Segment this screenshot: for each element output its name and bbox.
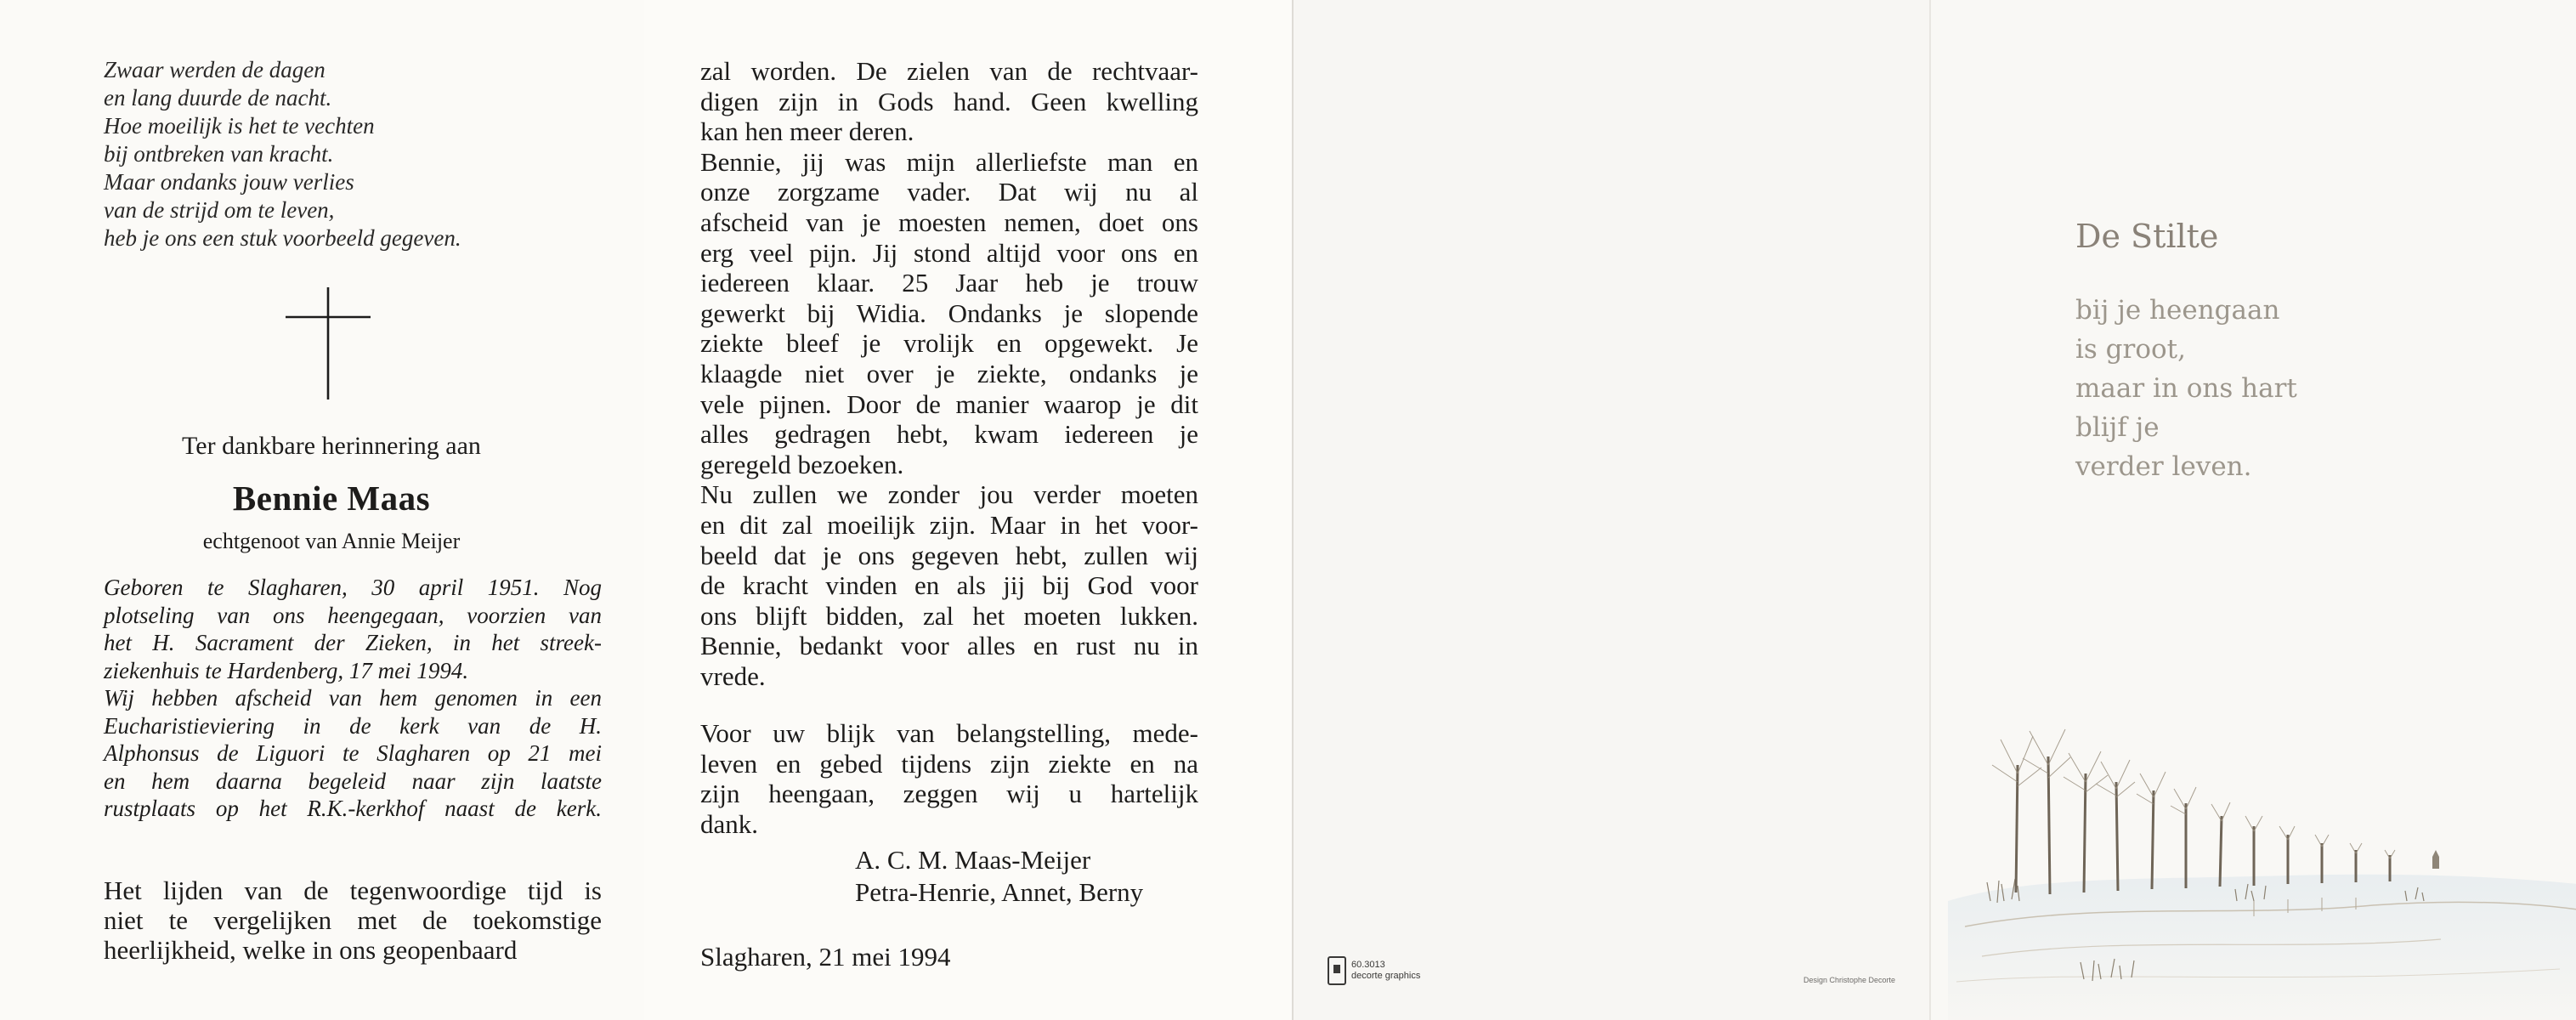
thanks-line: leven en gebed tijdens zijn ziekte en na (700, 748, 1198, 779)
signoff-line: A. C. M. Maas-Meijer (855, 845, 1091, 875)
cover-verse-line: verder leven. (2075, 451, 2252, 482)
card-panel-middle (644, 0, 1292, 1020)
scripture-line: Het lijden van de tegenwoordige tijd is (104, 876, 602, 905)
poem-line: heb je ons een stuk voorbeeld gegeven. (104, 225, 461, 251)
logo-code: 60.3013 (1351, 960, 1385, 970)
text-line: de kracht vinden en als jij bij God voor (700, 570, 1198, 601)
bio-line: Geboren te Slagharen, 30 april 1951. Nog (104, 575, 602, 600)
scripture-line: niet te vergelijken met de toekomstige (104, 905, 602, 935)
text-line: geregeld bezoeken. (700, 449, 904, 479)
thanks-text (700, 718, 1198, 839)
thanks-line: Voor uw blijk van belangstelling, mede- (700, 718, 1198, 748)
text-line: gewerkt bij Widia. Ondanks je slopende (700, 298, 1198, 328)
poem (104, 56, 580, 252)
cover-title: De Stilte (2075, 218, 2219, 255)
text-line: ons blijft bidden, zal het moeten lukken. (700, 600, 1198, 631)
winter-landscape-illustration (1931, 646, 2576, 1020)
bio-line: plotseling van ons heengegaan, voorzien van (104, 602, 602, 628)
poem-line: bij ontbreken van kracht. (104, 141, 334, 167)
memorial-text (700, 56, 1198, 691)
text-line: en dit zal moeilijk zijn. Maar in het voor- (700, 509, 1198, 540)
signoff-line: Petra-Henrie, Annet, Berny (855, 877, 1144, 907)
cross-icon (286, 287, 371, 400)
text-line: vele pijnen. Door de manier waarop je dit (700, 388, 1198, 419)
text-line: afscheid van je moesten nemen, doet ons (700, 207, 1198, 237)
design-credit: Design Christophe Decorte (1803, 976, 1896, 984)
biography (104, 574, 602, 823)
text-line: vrede. (700, 660, 766, 691)
place-date: Slagharen, 21 mei 1994 (700, 942, 951, 972)
text-line: Bennie, jij was mijn allerliefste man en (700, 146, 1198, 177)
text-line: kan hen meer deren. (700, 116, 914, 147)
bio-line: ziekenhuis te Hardenberg, 17 mei 1994. (104, 657, 469, 683)
text-line: onze zorgzame vader. Dat wij nu al (700, 177, 1198, 207)
poem-line: en lang duurde de nacht. (104, 85, 332, 110)
bio-line: Alphonsus de Liguori te Slagharen op 21 mei (104, 740, 602, 766)
text-line: klaagde niet over je ziekte, ondanks je (700, 358, 1198, 388)
card-panel-left (0, 0, 644, 1020)
poem-line: Zwaar werden de dagen (104, 57, 326, 82)
bio-line: Eucharistieviering in de kerk van de H. (104, 712, 602, 739)
card-panel-back (1292, 0, 1929, 1020)
poem-line: Maar ondanks jouw verlies (104, 169, 354, 195)
publisher-logo-icon (1328, 956, 1346, 985)
text-line: ziekte bleef je vrolijk en opgewekt. Je (700, 328, 1198, 359)
text-line: Bennie, bedankt voor alles en rust nu in (700, 631, 1198, 661)
text-line: digen zijn in Gods hand. Geen kwelling (700, 86, 1198, 116)
text-line: alles gedragen hebt, kwam iedereen je (700, 419, 1198, 450)
bio-line: het H. Sacrament der Zieken, in het streek- (104, 630, 602, 655)
bio-line: rustplaats op het R.K.-kerkhof naast de kerk. (104, 796, 602, 821)
bio-line: Wij hebben afscheid van hem genomen in een (104, 685, 602, 711)
thanks-line: zijn heengaan, zeggen wij u hartelijk (700, 779, 1198, 809)
text-line: beeld dat je ons gegeven hebt, zullen wij (700, 540, 1198, 570)
poem-line: van de strijd om te leven, (104, 197, 335, 223)
cover-verse (2075, 291, 2297, 486)
cover-verse-line: bij je heengaan (2075, 295, 2280, 326)
scripture-text (104, 876, 602, 965)
cover-verse-line: blijf je (2075, 412, 2160, 443)
deceased-name: Bennie Maas (232, 479, 431, 518)
scripture-line: heerlijkheid, welke in ons geopenbaard (104, 935, 518, 965)
text-line: zal worden. De zielen van de rechtvaar- (700, 56, 1198, 86)
spouse-text: echtgenoot van Annie Meijer (202, 529, 461, 553)
thanks-line: dank. (700, 808, 759, 839)
card-panel-front (1929, 0, 2576, 1020)
cover-verse-line: maar in ons hart (2075, 373, 2297, 404)
bio-line: en hem daarna begeleid naar zijn laatste (104, 768, 602, 794)
text-line: Nu zullen we zonder jou verder moeten (700, 479, 1198, 510)
publisher-logo (1328, 956, 1420, 985)
cover-verse-line: is groot, (2075, 334, 2186, 365)
poem-line: Hoe moeilijk is het te vechten (104, 113, 375, 139)
logo-name: decorte graphics (1351, 971, 1421, 981)
text-line: iedereen klaar. 25 Jaar heb je trouw (700, 268, 1198, 298)
text-line: erg veel pijn. Jij stond altijd voor ons en (700, 237, 1198, 268)
intro-text: Ter dankbare herinnering aan (182, 432, 481, 460)
signoff (855, 844, 1143, 909)
